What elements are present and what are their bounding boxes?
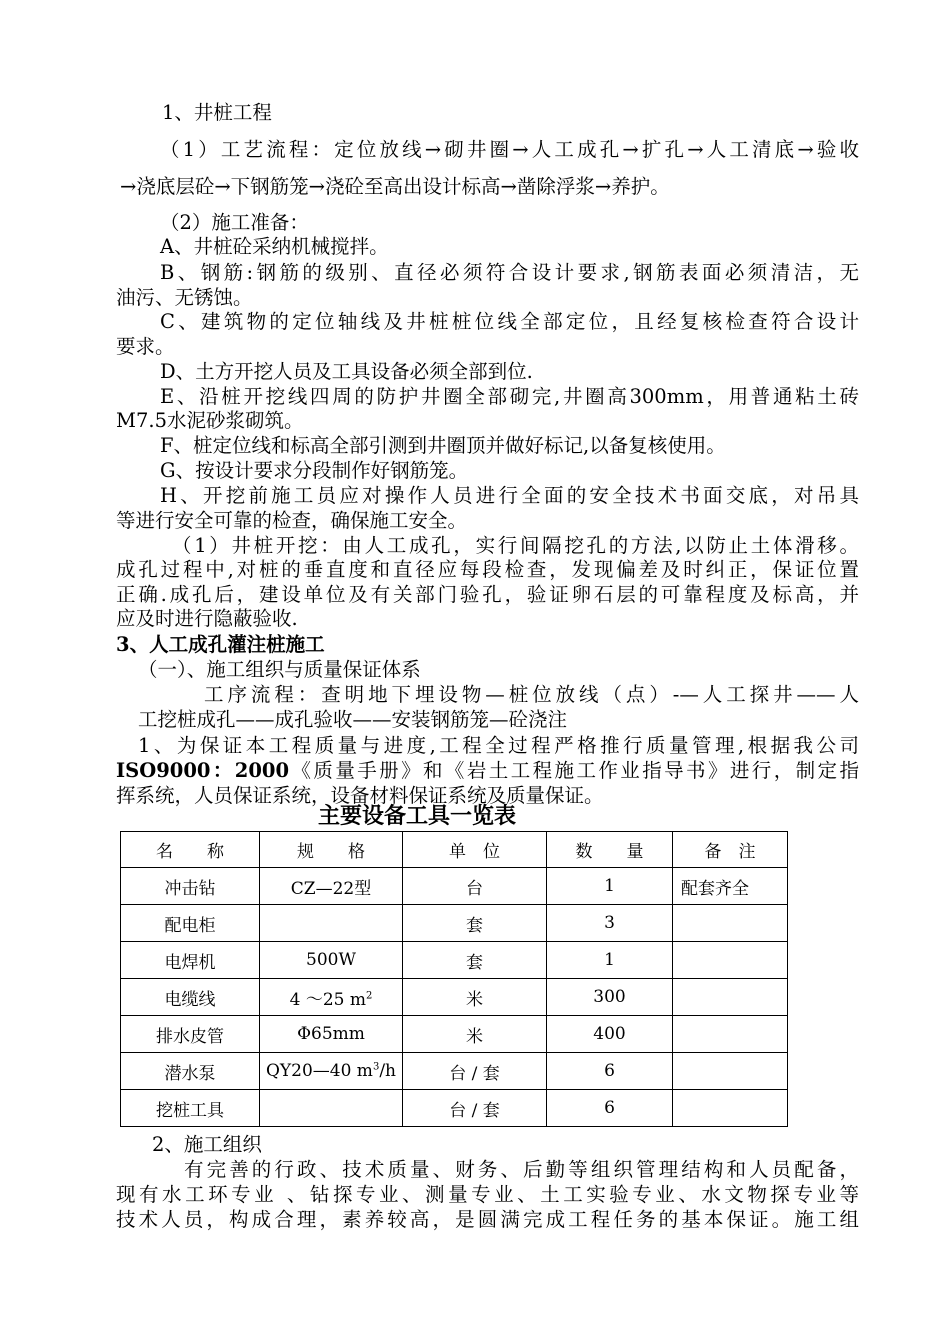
header-note: 备 注	[673, 832, 788, 868]
prep-item-b-line-1: B、钢筋:钢筋的级别、直径必须符合设计要求,钢筋表面必须清洁，无	[160, 261, 859, 284]
table-header-row	[121, 832, 788, 868]
cell-spec: Φ65mm	[260, 1016, 403, 1053]
excavation-line-3: 正确.成孔后，建设单位及有关部门验孔，验证卵石层的可靠程度及标高，并	[116, 583, 859, 606]
excavation-line-2: 成孔过程中,对桩的垂直度和直径应每段检查，发现偏差及时纠正，保证位置	[116, 558, 859, 581]
organization-line-1: 有完善的行政、技术质量、财务、后勤等组织管理结构和人员配备，	[184, 1158, 859, 1181]
equipment-table-title: 主要设备工具一览表	[318, 803, 517, 829]
table-row	[121, 942, 788, 979]
cell-note	[673, 1053, 788, 1090]
cell-unit: 米	[403, 1016, 547, 1053]
cell-spec: 4 ～25 $m^2$	[260, 979, 403, 1016]
prep-item-a: A、井桩砼采纳机械搅拌。	[160, 235, 389, 258]
prep-item-c-line-2: 要求。	[116, 335, 175, 358]
cell-note	[673, 905, 788, 942]
prep-heading: （2）施工准备：	[160, 211, 309, 234]
cell-quantity: 6	[547, 1053, 673, 1090]
quality-paragraph-line-3: 挥系统，人员保证系统，设备材料保证系统及质量保证。	[116, 784, 604, 807]
sub-heading-quality-system: （一）、施工组织与质量保证体系	[138, 658, 421, 681]
cell-name: 挖桩工具	[121, 1090, 260, 1127]
prep-item-g: G、按设计要求分段制作好钢筋笼。	[160, 459, 469, 482]
cell-spec	[260, 905, 403, 942]
prep-item-h-line-1: H、开挖前施工员应对操作人员进行全面的安全技术书面交底，对吊具	[160, 484, 859, 507]
cell-quantity: 3	[547, 905, 673, 942]
cell-quantity: 1	[547, 868, 673, 905]
cell-note	[673, 979, 788, 1016]
process-sequence-line-2: 工挖桩成孔——成孔验收——安装钢筋笼—砼浇注	[138, 708, 568, 731]
quality-paragraph-line-2	[116, 758, 859, 784]
cell-unit: 台 / 套	[403, 1090, 547, 1127]
prep-item-h-line-2: 等进行安全可靠的检查，确保施工安全。	[116, 509, 468, 532]
cell-name: 电缆线	[121, 979, 260, 1016]
cell-name: 潜水泵	[121, 1053, 260, 1090]
cell-name: 排水皮管	[121, 1016, 260, 1053]
section-heading-organization: 2、施工组织	[152, 1133, 262, 1156]
header-spec: 规 格	[260, 832, 403, 868]
prep-item-b-line-2: 油污、无锈蚀。	[116, 286, 253, 309]
header-unit: 单 位	[403, 832, 547, 868]
cell-quantity: 400	[547, 1016, 673, 1053]
cell-quantity: 1	[547, 942, 673, 979]
table-row	[121, 1053, 788, 1090]
process-flow-line-1: （1）工艺流程：定位放线→砌井圈→人工成孔→扩孔→人工清底→验收	[160, 138, 859, 161]
header-name: 名 称	[121, 832, 260, 868]
section-heading-bored-pile: 3、人工成孔灌注桩施工	[116, 633, 325, 656]
cell-note	[673, 1016, 788, 1053]
table-row	[121, 979, 788, 1016]
organization-line-3: 技术人员，构成合理，素养较高，是圆满完成工程任务的基本保证。施工组	[116, 1208, 859, 1231]
excavation-line-1: （1）井桩开挖：由人工成孔，实行间隔挖孔的方法,以防止土体滑移。	[172, 534, 859, 557]
cell-note	[673, 1090, 788, 1127]
section-heading-well-pile: 1、井桩工程	[162, 101, 272, 124]
iso-standard: ISO9000：2000	[116, 759, 290, 782]
cell-unit: 米	[403, 979, 547, 1016]
organization-line-2: 现有水工环专业 、钻探专业、测量专业、土工实验专业、水文物探专业等	[116, 1183, 859, 1206]
process-flow-line-2: →浇底层砼→下钢筋笼→浇砼至高出设计标高→凿除浮浆→养护。	[120, 175, 670, 198]
cell-name: 电焊机	[121, 942, 260, 979]
cell-spec: 500W	[260, 942, 403, 979]
prep-item-e-line-2: M7.5水泥砂浆砌筑。	[116, 409, 304, 432]
table-row	[121, 868, 788, 905]
prep-item-c-line-1: C、建筑物的定位轴线及井桩桩位线全部定位，且经复核检查符合设计	[160, 310, 859, 333]
cell-unit: 台	[403, 868, 547, 905]
cell-unit: 套	[403, 905, 547, 942]
prep-item-d: D、土方开挖人员及工具设备必须全部到位.	[160, 360, 533, 383]
equipment-table	[120, 831, 788, 1127]
table-row	[121, 1090, 788, 1127]
process-sequence-line-1: 工序流程：查明地下埋设物—桩位放线（点）-—人工探井——人	[204, 683, 859, 706]
prep-item-e-line-1: E、沿桩开挖线四周的防护井圈全部砌完,井圈高300mm，用普通粘土砖	[160, 385, 859, 408]
header-quantity: 数 量	[547, 832, 673, 868]
excavation-line-4: 应及时进行隐蔽验收.	[116, 607, 298, 630]
cell-quantity: 6	[547, 1090, 673, 1127]
quality-paragraph-line-2-rest: 《质量手册》和《岩土工程施工作业指导书》进行，制定指	[289, 759, 859, 782]
quality-paragraph-line-1: 1、为保证本工程质量与进度,工程全过程严格推行质量管理,根据我公司	[138, 734, 859, 757]
cell-spec: QY20—40 $m^3/h$	[260, 1053, 403, 1090]
table-row	[121, 905, 788, 942]
cell-note	[673, 942, 788, 979]
cell-quantity: 300	[547, 979, 673, 1016]
prep-item-f: F、桩定位线和标高全部引测到井圈顶并做好标记,以备复核使用。	[160, 434, 726, 457]
cell-unit: 台 / 套	[403, 1053, 547, 1090]
cell-name: 配电柜	[121, 905, 260, 942]
cell-name: 冲击钻	[121, 868, 260, 905]
cell-spec: CZ—22型	[260, 868, 403, 905]
table-row	[121, 1016, 788, 1053]
cell-note: 配套齐全	[673, 868, 788, 905]
cell-unit: 套	[403, 942, 547, 979]
cell-spec	[260, 1090, 403, 1127]
